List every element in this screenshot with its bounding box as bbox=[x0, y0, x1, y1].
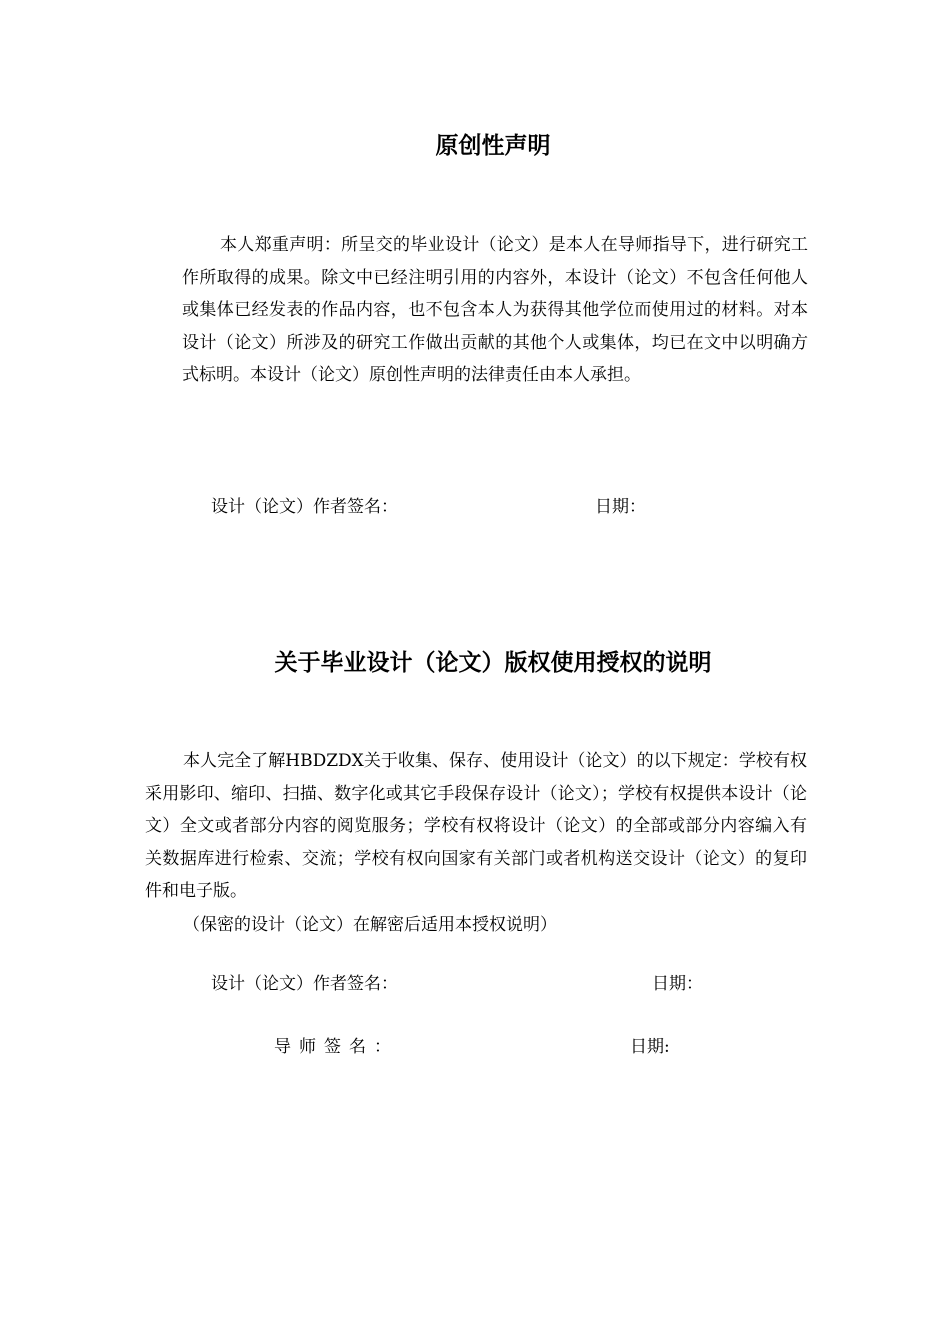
declaration-author-signature-label: 设计（论文）作者签名： bbox=[211, 497, 398, 517]
declaration-body: 本人郑重声明：所呈交的毕业设计（论文）是本人在导师指导下，进行研究工作所取得的成果。除文中已经注明引用的内容外，本设计（论文）不包含任何他人或集体已经发表的作品内容，也不包含本人为获得其他学位而使用过的材料。对本设计（论文）所涉及的研究工作做出贡献的其他个人或集体，均已在文中以明确方式标明。本设计（论文）原创性声明的法律责任由本人承担。 bbox=[182, 235, 808, 385]
authorization-note: （保密的设计（论文）在解密后适用本授权说明） bbox=[183, 915, 557, 935]
supervisor-date-label: 日期: bbox=[630, 1037, 670, 1057]
authorization-author-signature-label: 设计（论文）作者签名： bbox=[211, 974, 398, 994]
supervisor-signature-label: 导师签名： bbox=[274, 1037, 399, 1057]
authorization-title: 关于毕业设计（论文）版权使用授权的说明 bbox=[274, 650, 712, 676]
authorization-author-date-label: 日期： bbox=[652, 974, 703, 994]
declaration-title: 原创性声明 bbox=[435, 133, 551, 159]
authorization-body: 本人完全了解HBDZDX关于收集、保存、使用设计（论文）的以下规定：学校有权采用影印、缩印、扫描、数字化或其它手段保存设计（论文）；学校有权提供本设计（论文）全文或者部分内容的阅览服务；学校有权将设计（论文）的全部或部分内容编入有关数据库进行检索、交流；学校有权向国家有关部门或者机构送交设计（论文）的复印件和电子版。 bbox=[145, 751, 807, 901]
declaration-date-label: 日期： bbox=[595, 497, 646, 517]
